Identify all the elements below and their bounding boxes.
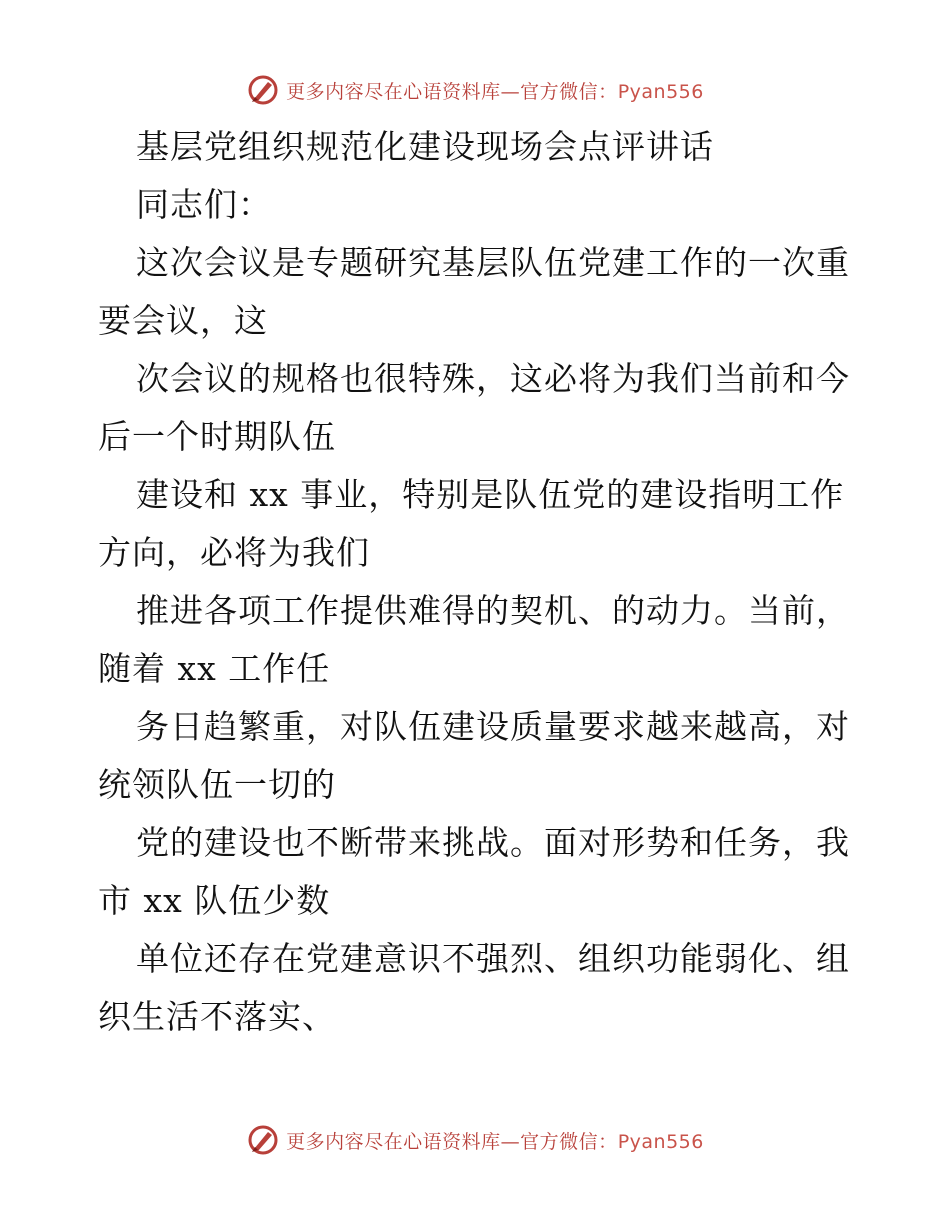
text-line: 单位还存在党建意识不强烈、组织功能弱化、组 <box>136 939 850 978</box>
text-line: 次会议的规格也很特殊，这必将为我们当前和今 <box>136 359 850 398</box>
pen-logo-icon <box>246 73 280 107</box>
watermark-text: 更多内容尽在心语资料库—官方微信：Pyan556 <box>286 80 704 103</box>
paragraph <box>98 234 858 1046</box>
text-line: 统领队伍一切的 <box>98 765 336 804</box>
watermark-text: 更多内容尽在心语资料库—官方微信：Pyan556 <box>286 1130 704 1153</box>
salutation: 同志们： <box>136 185 272 224</box>
text-line: 织生活不落实、 <box>98 997 336 1036</box>
text-line: 党的建设也不断带来挑战。面对形势和任务，我 <box>136 823 850 862</box>
document-title: 基层党组织规范化建设现场会点评讲话 <box>136 127 714 166</box>
header-watermark <box>0 70 950 110</box>
text-line: 要会议，这 <box>98 301 268 340</box>
text-line: 市 xx 队伍少数 <box>98 881 331 920</box>
text-line: 方向，必将为我们 <box>98 533 370 572</box>
text-line: 建设和 xx 事业，特别是队伍党的建设指明工作 <box>136 475 845 514</box>
text-line: 随着 xx 工作任 <box>98 649 331 688</box>
footer-watermark <box>0 1120 950 1160</box>
text-line: 后一个时期队伍 <box>98 417 336 456</box>
text-line: 务日趋繁重，对队伍建设质量要求越来越高，对 <box>136 707 850 746</box>
document-body <box>98 118 858 1046</box>
pen-logo-icon <box>246 1123 280 1157</box>
text-line: 推进各项工作提供难得的契机、的动力。当前， <box>136 591 850 630</box>
text-line: 这次会议是专题研究基层队伍党建工作的一次重 <box>136 243 850 282</box>
